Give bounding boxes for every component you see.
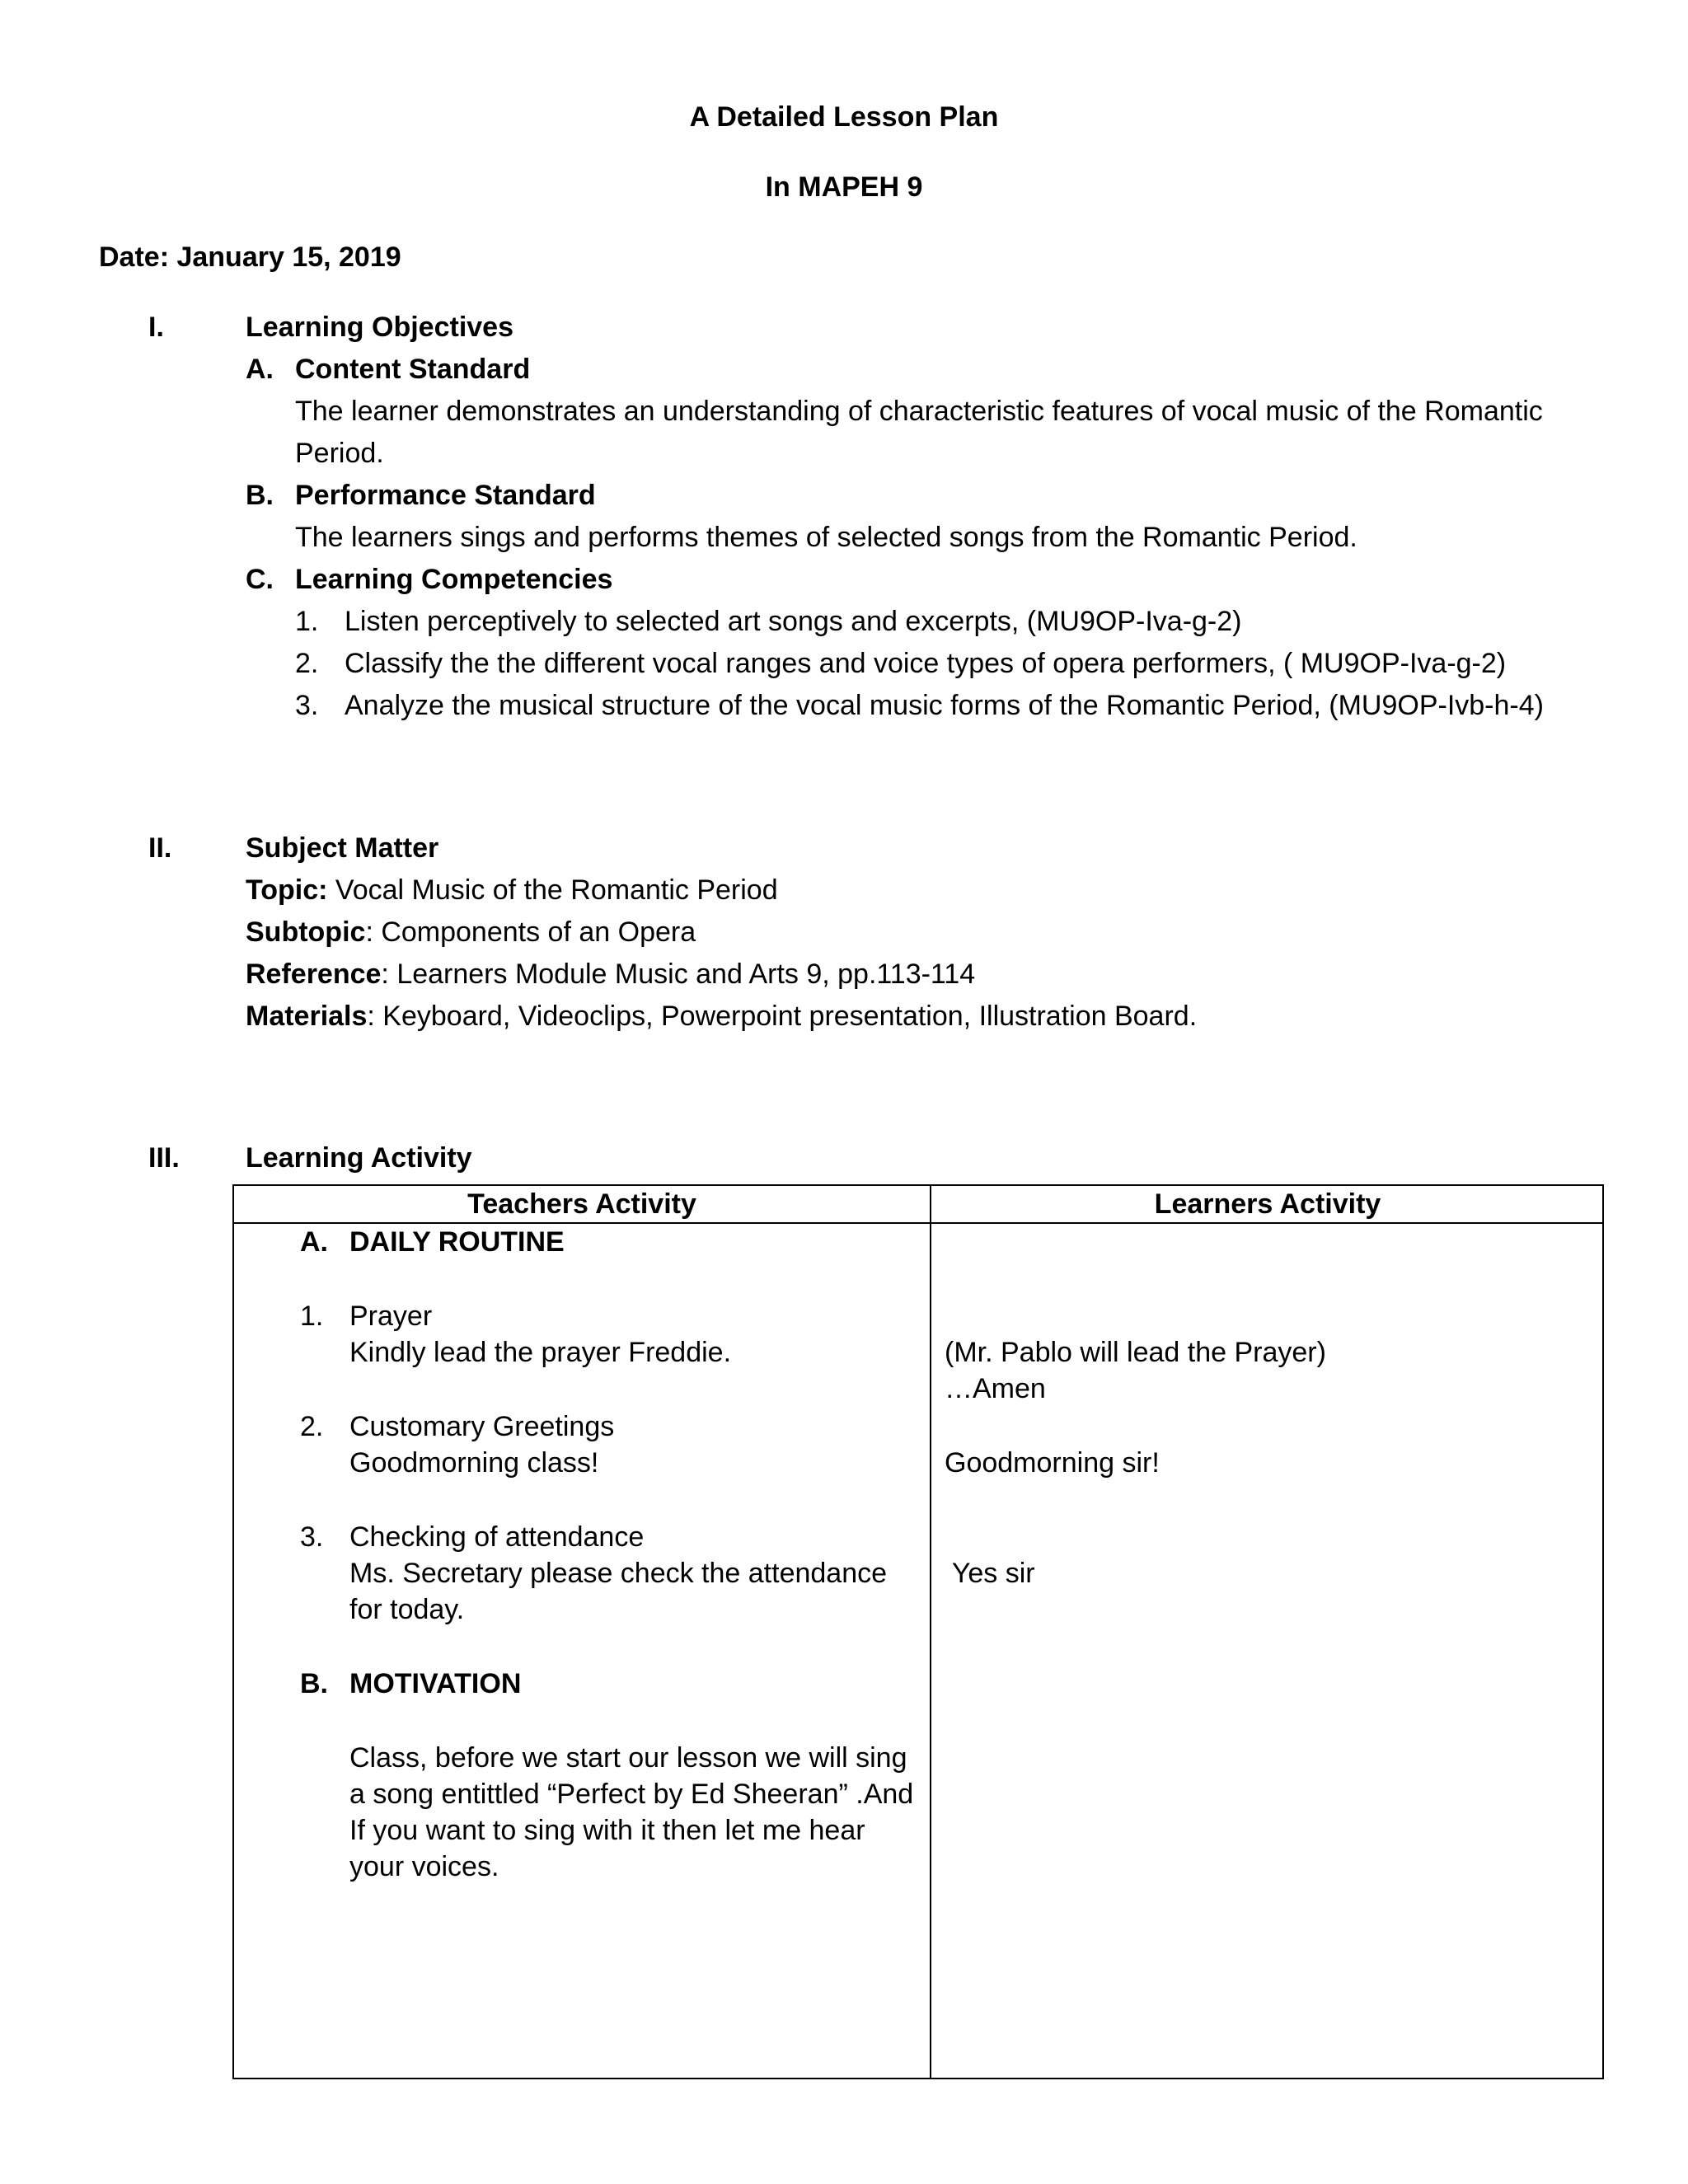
motivation-text: your voices. bbox=[349, 1851, 499, 1882]
routine-item-number: 1. bbox=[300, 1301, 324, 1332]
section-1-numeral: I. bbox=[148, 312, 164, 343]
topic-line bbox=[246, 872, 778, 908]
competency-number: 2. bbox=[295, 648, 319, 679]
learner-greeting-response: Goodmorning sir! bbox=[945, 1447, 1160, 1479]
content-standard-text-cont: Period. bbox=[295, 438, 384, 469]
materials-label: Materials bbox=[246, 1001, 368, 1032]
learner-amen-response: …Amen bbox=[945, 1373, 1046, 1404]
competency-number: 3. bbox=[295, 690, 319, 721]
competency-item: Listen perceptively to selected art songs and excerpts, (MU9OP-Iva-g-2) bbox=[345, 606, 1242, 637]
motivation-heading: MOTIVATION bbox=[349, 1668, 522, 1699]
learning-competencies-letter: C. bbox=[246, 564, 274, 595]
greetings-text: Goodmorning class! bbox=[349, 1447, 599, 1479]
motivation-letter: B. bbox=[300, 1668, 328, 1699]
section-2-heading: Subject Matter bbox=[246, 832, 439, 864]
attendance-text-cont: for today. bbox=[349, 1594, 465, 1625]
document-title: A Detailed Lesson Plan bbox=[689, 101, 999, 133]
document-subject: In MAPEH 9 bbox=[765, 171, 923, 203]
attendance-text: Ms. Secretary please check the attendance bbox=[349, 1558, 888, 1589]
content-standard-letter: A. bbox=[246, 354, 274, 385]
motivation-text: a song entittled “Perfect by Ed Sheeran” .And bbox=[349, 1779, 914, 1810]
topic-label: Topic: bbox=[246, 874, 328, 906]
section-2-numeral: II. bbox=[148, 832, 172, 864]
learner-attendance-response: Yes sir bbox=[945, 1558, 1035, 1589]
motivation-text: Class, before we start our lesson we will sing bbox=[349, 1742, 907, 1774]
prayer-title: Prayer bbox=[349, 1301, 433, 1332]
competency-item: Classify the the different vocal ranges and voice types of opera performers, ( MU9OP-Iva-g-2) bbox=[345, 648, 1507, 679]
lesson-date: Date: January 15, 2019 bbox=[99, 241, 401, 273]
attendance-title: Checking of attendance bbox=[349, 1521, 645, 1553]
reference-label: Reference bbox=[246, 958, 382, 990]
subtopic-value: : Components of an Opera bbox=[365, 916, 696, 948]
greetings-title: Customary Greetings bbox=[349, 1411, 615, 1442]
topic-value: Vocal Music of the Romantic Period bbox=[327, 874, 778, 906]
daily-routine-letter: A. bbox=[300, 1226, 328, 1258]
learners-activity-header: Learners Activity bbox=[1154, 1188, 1381, 1220]
prayer-text: Kindly lead the prayer Freddie. bbox=[349, 1337, 732, 1368]
section-3-heading: Learning Activity bbox=[246, 1142, 472, 1174]
daily-routine-heading: DAILY ROUTINE bbox=[349, 1226, 565, 1258]
motivation-text: If you want to sing with it then let me hear bbox=[349, 1815, 865, 1846]
learner-prayer-response: (Mr. Pablo will lead the Prayer) bbox=[945, 1337, 1326, 1368]
section-1-heading: Learning Objectives bbox=[246, 312, 513, 343]
performance-standard-heading: Performance Standard bbox=[295, 480, 596, 511]
reference-line bbox=[246, 956, 975, 992]
content-standard-text: The learner demonstrates an understanding of characteristic features of vocal music of the Romantic bbox=[295, 396, 1543, 427]
content-standard-heading: Content Standard bbox=[295, 354, 531, 385]
materials-value: : Keyboard, Videoclips, Powerpoint presentation, Illustration Board. bbox=[367, 1001, 1198, 1032]
section-3-numeral: III. bbox=[148, 1142, 180, 1174]
subtopic-line bbox=[246, 914, 696, 950]
routine-item-number: 2. bbox=[300, 1411, 324, 1442]
reference-value: : Learners Module Music and Arts 9, pp.113-114 bbox=[381, 958, 976, 990]
learning-activity-table bbox=[232, 1184, 1604, 2079]
competency-number: 1. bbox=[295, 606, 319, 637]
subtopic-label: Subtopic bbox=[246, 916, 366, 948]
learning-competencies-heading: Learning Competencies bbox=[295, 564, 613, 595]
performance-standard-letter: B. bbox=[246, 480, 274, 511]
competency-item: Analyze the musical structure of the vocal music forms of the Romantic Period, (MU9OP-Ivb-h-4) bbox=[345, 690, 1544, 721]
column-divider bbox=[930, 1186, 931, 2078]
performance-standard-text: The learners sings and performs themes of selected songs from the Romantic Period. bbox=[295, 522, 1357, 553]
routine-item-number: 3. bbox=[300, 1521, 324, 1553]
materials-line bbox=[246, 998, 1197, 1034]
teachers-activity-header: Teachers Activity bbox=[467, 1188, 696, 1220]
